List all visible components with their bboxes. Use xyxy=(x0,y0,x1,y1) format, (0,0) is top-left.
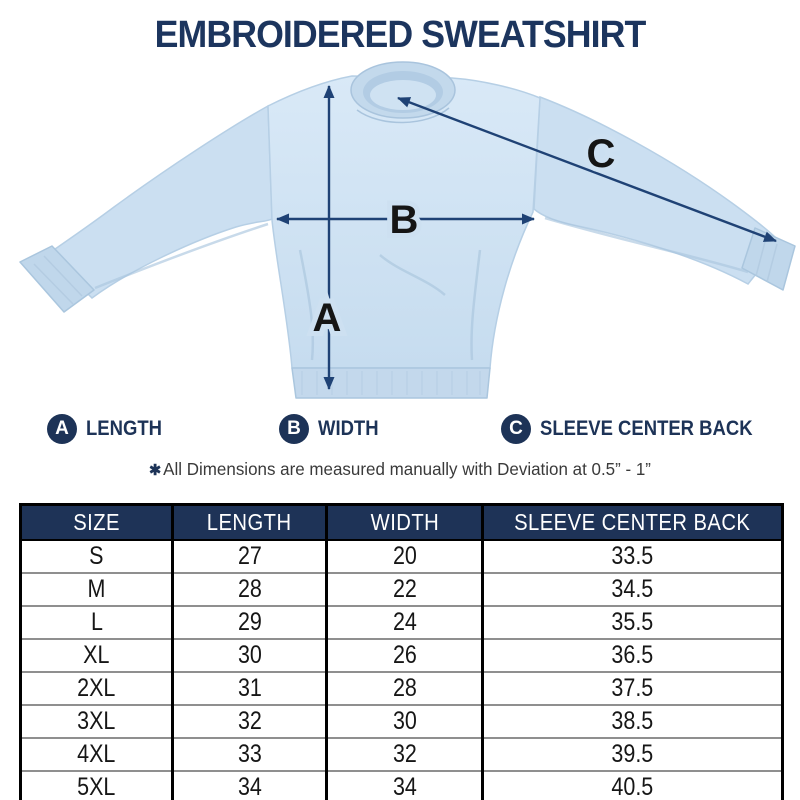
legend-label-sleeve: SLEEVE CENTER BACK xyxy=(540,417,753,440)
width-cell: 24 xyxy=(327,606,483,639)
table-row xyxy=(21,573,783,606)
sleeve-cell: 34.5 xyxy=(483,573,783,606)
width-cell: 28 xyxy=(327,672,483,705)
length-cell: 33 xyxy=(173,738,327,771)
sleeve-cell: 36.5 xyxy=(483,639,783,672)
length-cell: 31 xyxy=(173,672,327,705)
length-cell: 34 xyxy=(173,771,327,800)
legend xyxy=(0,412,800,446)
table-row xyxy=(21,606,783,639)
dimension-label-a: A xyxy=(312,296,342,340)
size-cell: M xyxy=(21,573,173,606)
length-cell: 28 xyxy=(173,573,327,606)
size-chart-table xyxy=(19,503,784,800)
measurement-note xyxy=(12,459,788,480)
length-cell: 29 xyxy=(173,606,327,639)
table-row xyxy=(21,705,783,738)
size-cell: L xyxy=(21,606,173,639)
badge-b: B xyxy=(279,414,309,444)
table-row xyxy=(21,540,783,573)
length-cell: 27 xyxy=(173,540,327,573)
legend-label-length: LENGTH xyxy=(86,417,162,440)
legend-item-length xyxy=(47,412,172,446)
width-cell: 22 xyxy=(327,573,483,606)
sleeve-cell: 38.5 xyxy=(483,705,783,738)
length-cell: 32 xyxy=(173,705,327,738)
size-cell: 2XL xyxy=(21,672,173,705)
table-row xyxy=(21,639,783,672)
width-cell: 30 xyxy=(327,705,483,738)
width-cell: 20 xyxy=(327,540,483,573)
right-sleeve xyxy=(534,97,781,284)
table-row xyxy=(21,771,783,800)
column-header-size: SIZE xyxy=(21,505,173,541)
size-cell: 3XL xyxy=(21,705,173,738)
column-header-length: LENGTH xyxy=(173,505,327,541)
header-row xyxy=(21,505,783,541)
sleeve-cell: 33.5 xyxy=(483,540,783,573)
hem-band xyxy=(292,368,490,398)
length-cell: 30 xyxy=(173,639,327,672)
sleeve-cell: 37.5 xyxy=(483,672,783,705)
column-header-width: WIDTH xyxy=(327,505,483,541)
note-text: All Dimensions are measured manually with Deviation at 0.5” - 1” xyxy=(163,459,651,479)
dimension-label-c: C xyxy=(586,132,616,176)
legend-item-width xyxy=(279,412,387,446)
page-title: EMBROIDERED SWEATSHIRT xyxy=(154,14,646,56)
size-cell: XL xyxy=(21,639,173,672)
badge-c: C xyxy=(501,414,531,444)
size-cell: 4XL xyxy=(21,738,173,771)
sweatshirt-diagram xyxy=(0,55,800,405)
column-header-sleeve: SLEEVE CENTER BACK xyxy=(483,505,783,541)
asterisk-icon: ✱ xyxy=(149,462,162,479)
sleeve-cell: 40.5 xyxy=(483,771,783,800)
width-cell: 34 xyxy=(327,771,483,800)
legend-label-width: WIDTH xyxy=(318,417,379,440)
size-cell: 5XL xyxy=(21,771,173,800)
legend-item-sleeve xyxy=(501,412,782,446)
table-row xyxy=(21,738,783,771)
width-cell: 32 xyxy=(327,738,483,771)
badge-a: A xyxy=(47,414,77,444)
left-sleeve xyxy=(48,106,272,298)
sleeve-cell: 39.5 xyxy=(483,738,783,771)
size-cell: S xyxy=(89,542,104,570)
sleeve-cell: 35.5 xyxy=(483,606,783,639)
width-cell: 26 xyxy=(327,639,483,672)
dimension-label-b: B xyxy=(389,198,419,242)
table-row xyxy=(21,672,783,705)
